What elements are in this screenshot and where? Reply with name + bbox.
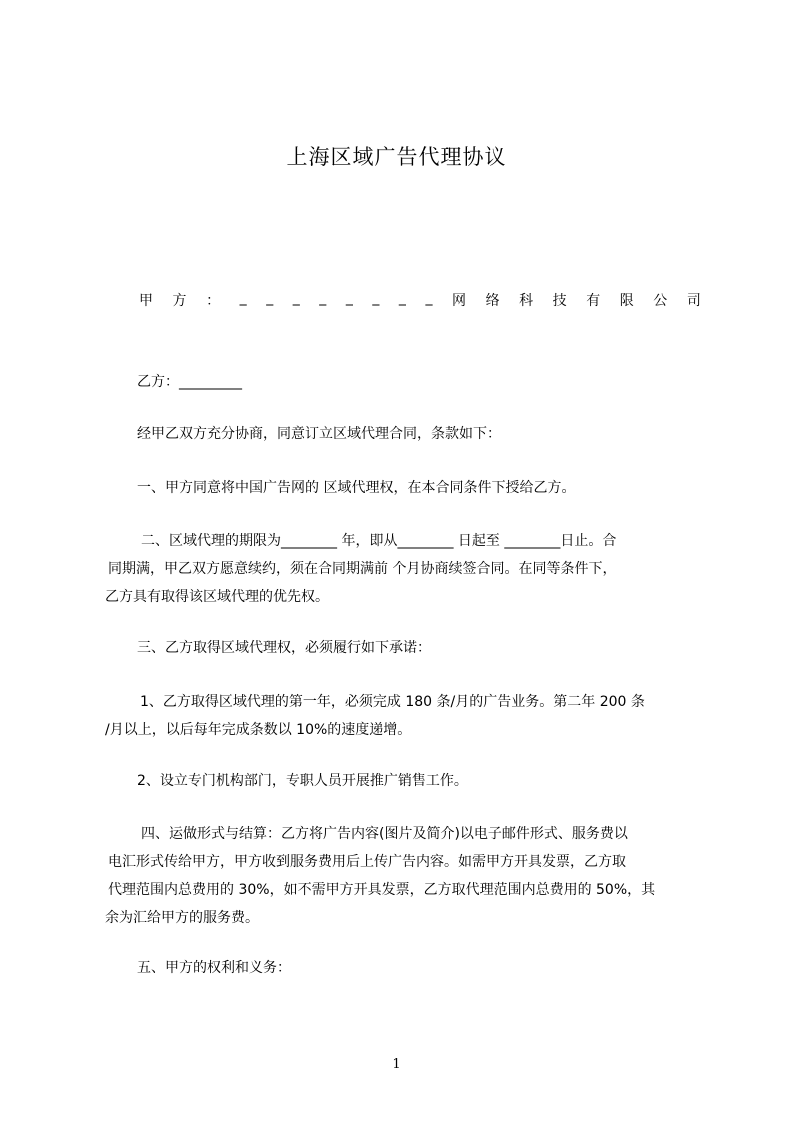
party-a-char: 科 [519,293,534,309]
party-a-char: 有 [586,293,601,309]
item-1 [105,688,705,744]
party-a-char: 限 [619,293,634,309]
party-a-char: 络 [485,293,500,309]
party-a-char: _ [345,290,353,306]
item-2: 2、设立专门机构部门，专职人员开展推广销售工作。 [137,773,468,789]
clause-4-line: 四、运做形式与结算：乙方将广告内容(图片及简介)以电子邮件形式、服务费以 [141,826,628,842]
party-a-line [139,290,701,310]
intro-paragraph: 经甲乙双方充分协商，同意订立区域代理合同，条款如下： [137,426,501,442]
clause-1: 一、甲方同意将中国广告网的 区域代理权，在本合同条件下授给乙方。 [137,480,576,496]
clause-2-line: 乙方具有取得该区域代理的优先权。 [105,589,329,605]
clause-4-line: 余为汇给甲方的服务费。 [105,910,259,926]
item-1-line: 1、乙方取得区域代理的第一年，必须完成 180 条/月的广告业务。第二年 200 条 [140,694,645,710]
party-a-char: 公 [653,293,668,309]
clause-5: 五、甲方的权利和义务： [137,960,291,976]
party-a-char: _ [319,290,327,306]
party-a-char: _ [372,290,380,306]
clause-4 [105,820,705,932]
item-1-line: /月以上，以后每年完成条数以 10%的速度递增。 [105,722,412,738]
party-a-char: _ [398,290,406,306]
party-a-char: 网 [452,293,467,309]
party-a-char: ： [206,293,221,309]
party-a-char: _ [425,290,433,306]
clause-2-line: 二、区域代理的期限为________ 年，即从________ 日起至 ________日止。合 [141,533,617,549]
party-b-line: 乙方：_________ [137,374,242,390]
page-number: 1 [392,1057,401,1072]
party-a-char: 司 [686,293,701,309]
party-a-char: 技 [552,293,567,309]
document-title: 上海区域广告代理协议 [286,145,507,169]
clause-2-line: 同期满，甲乙双方愿意续约，须在合同期满前 个月协商续签合同。在同等条件下， [108,561,617,577]
clause-4-line: 电汇形式传给甲方，甲方收到服务费用后上传广告内容。如需甲方开具发票，乙方取 [108,854,626,870]
party-a-char: 甲 [139,293,153,309]
clause-3: 三、乙方取得区域代理权，必须履行如下承诺： [137,640,431,656]
clause-2 [105,527,705,611]
party-a-char: _ [292,290,300,306]
party-a-char: _ [239,290,247,306]
party-a-char: 方 [172,293,187,309]
party-a-char: _ [266,290,274,306]
clause-4-line: 代理范围内总费用的 30%，如不需甲方开具发票，乙方取代理范围内总费用的 50%，其 [108,882,656,898]
